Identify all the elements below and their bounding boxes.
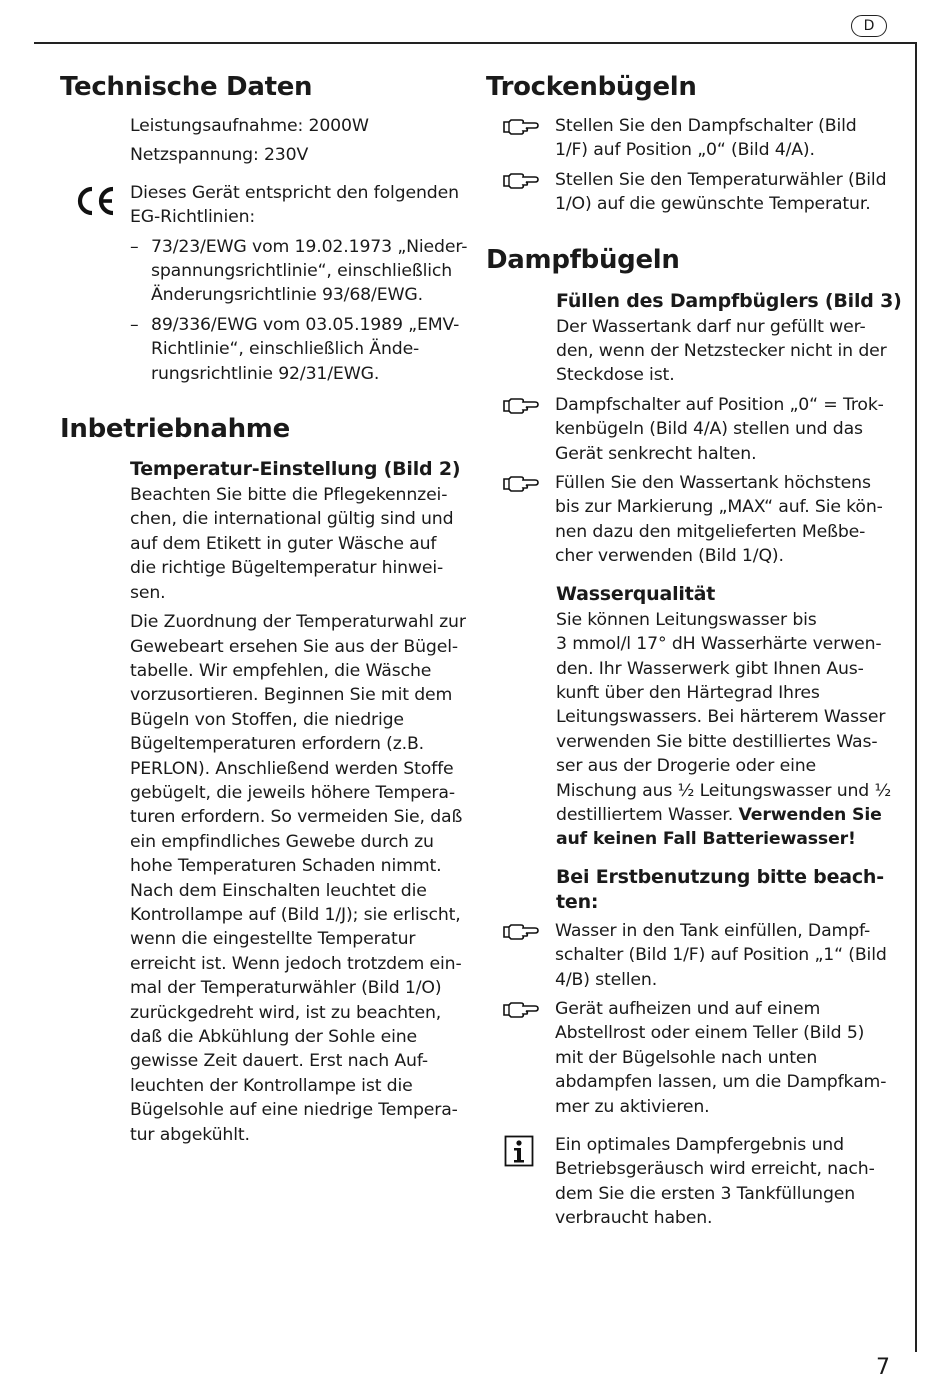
warning-text: Verwenden Sie — [738, 804, 882, 825]
instruction-line: Stellen Sie den Dampfschalter (Bild — [555, 116, 857, 136]
pointing-hand-icon — [502, 921, 540, 941]
warning-text: auf keinen Fall Batteriewasser! — [556, 829, 856, 850]
text-line: 3 mmol/l 17° dH Wasserhärte verwen- — [556, 634, 882, 655]
instruction-line: 1/O) auf die gewünschte Temperatur. — [555, 194, 871, 215]
text-line: tur abgekühlt. — [130, 1124, 250, 1145]
text-line: Gewebeart ersehen Sie aus der Bügel- — [130, 636, 458, 657]
text-line: Kontrollampe auf (Bild 1/J); sie erlischt, — [130, 904, 461, 925]
text-line: den. Ihr Wasserwerk gibt Ihnen Aus- — [556, 658, 864, 679]
pointing-hand-icon — [502, 999, 540, 1019]
text-line: auf dem Etikett in guter Wäsche auf — [130, 533, 437, 554]
instruction-line: Gerät senkrecht halten. — [555, 443, 757, 464]
page-number: 7 — [876, 1355, 890, 1380]
text-line: daß die Abkühlung der Sohle eine — [130, 1027, 418, 1047]
text-line: Bügeln von Stoffen, die niedrige — [130, 709, 404, 730]
text-line: verwenden Sie bitte destilliertes Was- — [556, 731, 878, 752]
pointing-hand-icon — [502, 473, 540, 493]
directive-line: Änderungsrichtlinie 93/68/EWG. — [151, 285, 423, 306]
instruction-line: Stellen Sie den Temperaturwähler (Bild — [555, 169, 887, 190]
instruction-line: Gerät aufheizen und auf einem — [555, 998, 821, 1019]
ce-statement — [60, 181, 475, 230]
instruction-item — [486, 114, 906, 163]
text-line: sen. — [130, 582, 166, 603]
power-spec: Leistungsaufnahme: 2000W — [130, 116, 369, 136]
top-rule — [34, 42, 917, 44]
instruction-line: mer zu aktivieren. — [555, 1096, 710, 1117]
instruction-line: Abstellrost oder einem Teller (Bild 5) — [555, 1023, 865, 1044]
subheading-fuellen: Füllen des Dampfbüglers (Bild 3) — [556, 289, 902, 312]
text-line: ein empfindliches Gewebe durch zu — [130, 831, 434, 852]
subheading-line: Bei Erstbenutzung bitte beach- — [556, 865, 884, 888]
heading-inbetriebnahme: Inbetriebnahme — [60, 414, 290, 445]
directive-line: 73/23/EWG vom 19.02.1973 „Nieder- — [151, 236, 468, 257]
instruction-line: 4/B) stellen. — [555, 969, 658, 990]
info-line: Betriebsgeräusch wird erreicht, nach- — [555, 1159, 875, 1180]
directive-line: spannungsrichtlinie“, einschließlich — [151, 261, 453, 282]
text-line: Leitungswassers. Bei härterem Wasser — [556, 707, 886, 728]
voltage-spec: Netzspannung: 230V — [130, 145, 309, 166]
text-line: Bügeltemperaturen erfordern (z.B. — [130, 734, 425, 755]
directive-item — [130, 313, 475, 386]
text-line: kunft über den Härtegrad Ihres — [556, 682, 820, 703]
directive-line: Richtlinie“, einschließlich Ände- — [151, 339, 420, 360]
language-badge: D — [851, 15, 887, 37]
text-line: Nach dem Einschalten leuchtet die — [130, 880, 427, 901]
info-line: verbraucht haben. — [555, 1208, 713, 1229]
subheading-line: ten: — [556, 890, 599, 913]
instruction-line: cher verwenden (Bild 1/Q). — [555, 546, 784, 567]
text-segment: destilliertem Wasser. — [556, 804, 734, 825]
text-line: Sie können Leitungswasser bis — [556, 609, 817, 630]
text-line: leuchten der Kontrollampe ist die — [130, 1075, 413, 1096]
instruction-line: Füllen Sie den Wassertank höchstens — [555, 473, 871, 494]
info-line: dem Sie die ersten 3 Tankfüllungen — [555, 1183, 856, 1204]
pointing-hand-icon — [502, 116, 540, 136]
heading-dampfbuegeln: Dampfbügeln — [486, 244, 680, 275]
text-line: chen, die international gültig sind und — [130, 509, 454, 530]
left-column — [60, 70, 475, 1147]
text-line: Der Wassertank darf nur gefüllt wer- — [556, 316, 866, 337]
subheading-temperatur: Temperatur-Einstellung (Bild 2) — [130, 458, 461, 481]
text-line: vorzusortieren. Beginnen Sie mit dem — [130, 685, 453, 706]
instruction-line: bis zur Markierung „MAX“ auf. Sie kön- — [555, 497, 883, 518]
text-line: zurückgedreht wird, ist zu beachten, — [130, 1002, 442, 1023]
directive-item — [130, 235, 475, 308]
heading-trockenbuegeln: Trockenbügeln — [486, 72, 697, 102]
ce-intro-line: Dieses Gerät entspricht den folgenden — [130, 182, 459, 203]
ce-mark-icon — [74, 184, 118, 218]
instruction-item — [486, 393, 906, 466]
text-line: PERLON). Anschließend werden Stoffe — [130, 758, 454, 779]
text-line: gebügelt, die jeweils höhere Tempera- — [130, 782, 455, 803]
text-line: Mischung aus ½ Leitungswasser und ½ — [556, 780, 892, 801]
text-line: den, wenn der Netzstecker nicht in der — [556, 341, 887, 362]
instruction-line: kenbügeln (Bild 4/A) stellen und das — [555, 419, 863, 440]
text-line: tabelle. Wir empfehlen, die Wäsche — [130, 660, 432, 681]
text-line: Bügelsohle auf eine niedrige Tempera- — [130, 1100, 458, 1121]
text-line: Steckdose ist. — [556, 365, 675, 386]
paragraph-wassertank — [556, 315, 906, 388]
info-icon — [504, 1135, 534, 1167]
right-rule — [915, 42, 917, 1352]
directive-line: 89/336/EWG vom 03.05.1989 „EMV- — [151, 314, 460, 335]
instruction-line: nen dazu den mitgelieferten Meßbe- — [555, 521, 866, 542]
instruction-item — [486, 997, 906, 1119]
directive-line: rungsrichtlinie 92/31/EWG. — [151, 363, 380, 384]
paragraph-zuordnung — [130, 610, 475, 1147]
instruction-line: 1/F) auf Position „0“ (Bild 4/A). — [555, 140, 815, 161]
pointing-hand-icon — [502, 395, 540, 415]
pointing-hand-icon — [502, 170, 540, 190]
text-line: erreicht ist. Wenn jedoch trotzdem ein- — [130, 953, 462, 974]
text-line: die richtige Bügeltemperatur hinwei- — [130, 558, 444, 579]
dash-marker: – — [130, 236, 139, 257]
instruction-item — [486, 919, 906, 992]
text-line: gewisse Zeit dauert. Erst nach Auf- — [130, 1051, 428, 1072]
instruction-line: Dampfschalter auf Position „0“ = Trok- — [555, 394, 884, 415]
info-note — [486, 1133, 906, 1231]
subheading-erstbenutzung — [556, 865, 906, 915]
text-line: Beachten Sie bitte die Pflegekennzei- — [130, 485, 448, 506]
ce-intro-line: EG-Richtlinien: — [130, 207, 256, 228]
instruction-line: schalter (Bild 1/F) auf Position „1“ (Bild — [555, 945, 887, 966]
text-line: Die Zuordnung der Temperaturwahl zur — [130, 612, 466, 633]
text-line: turen erfordern. So vermeiden Sie, daß — [130, 807, 463, 828]
text-line: mal der Temperaturwähler (Bild 1/O) — [130, 978, 442, 999]
paragraph-wasserqualitaet — [556, 608, 906, 852]
text-line: wenn die eingestellte Temperatur — [130, 929, 416, 950]
paragraph-pflegekennzeichen — [130, 483, 475, 605]
text-line: ser aus der Drogerie oder eine — [556, 756, 817, 777]
instruction-line: abdampfen lassen, um die Dampfkam- — [555, 1072, 887, 1093]
heading-technische-daten: Technische Daten — [60, 72, 313, 102]
dash-marker: – — [130, 314, 139, 335]
right-column — [486, 70, 906, 1231]
info-line: Ein optimales Dampfergebnis und — [555, 1135, 844, 1155]
instruction-line: mit der Bügelsohle nach unten — [555, 1047, 818, 1068]
text-line — [556, 803, 906, 827]
text-line: hohe Temperaturen Schaden nimmt. — [130, 856, 442, 877]
instruction-line: Wasser in den Tank einfüllen, Dampf- — [555, 920, 871, 941]
subheading-wasserqualitaet: Wasserqualität — [556, 582, 716, 605]
instruction-item — [486, 471, 906, 569]
instruction-item — [486, 168, 906, 217]
